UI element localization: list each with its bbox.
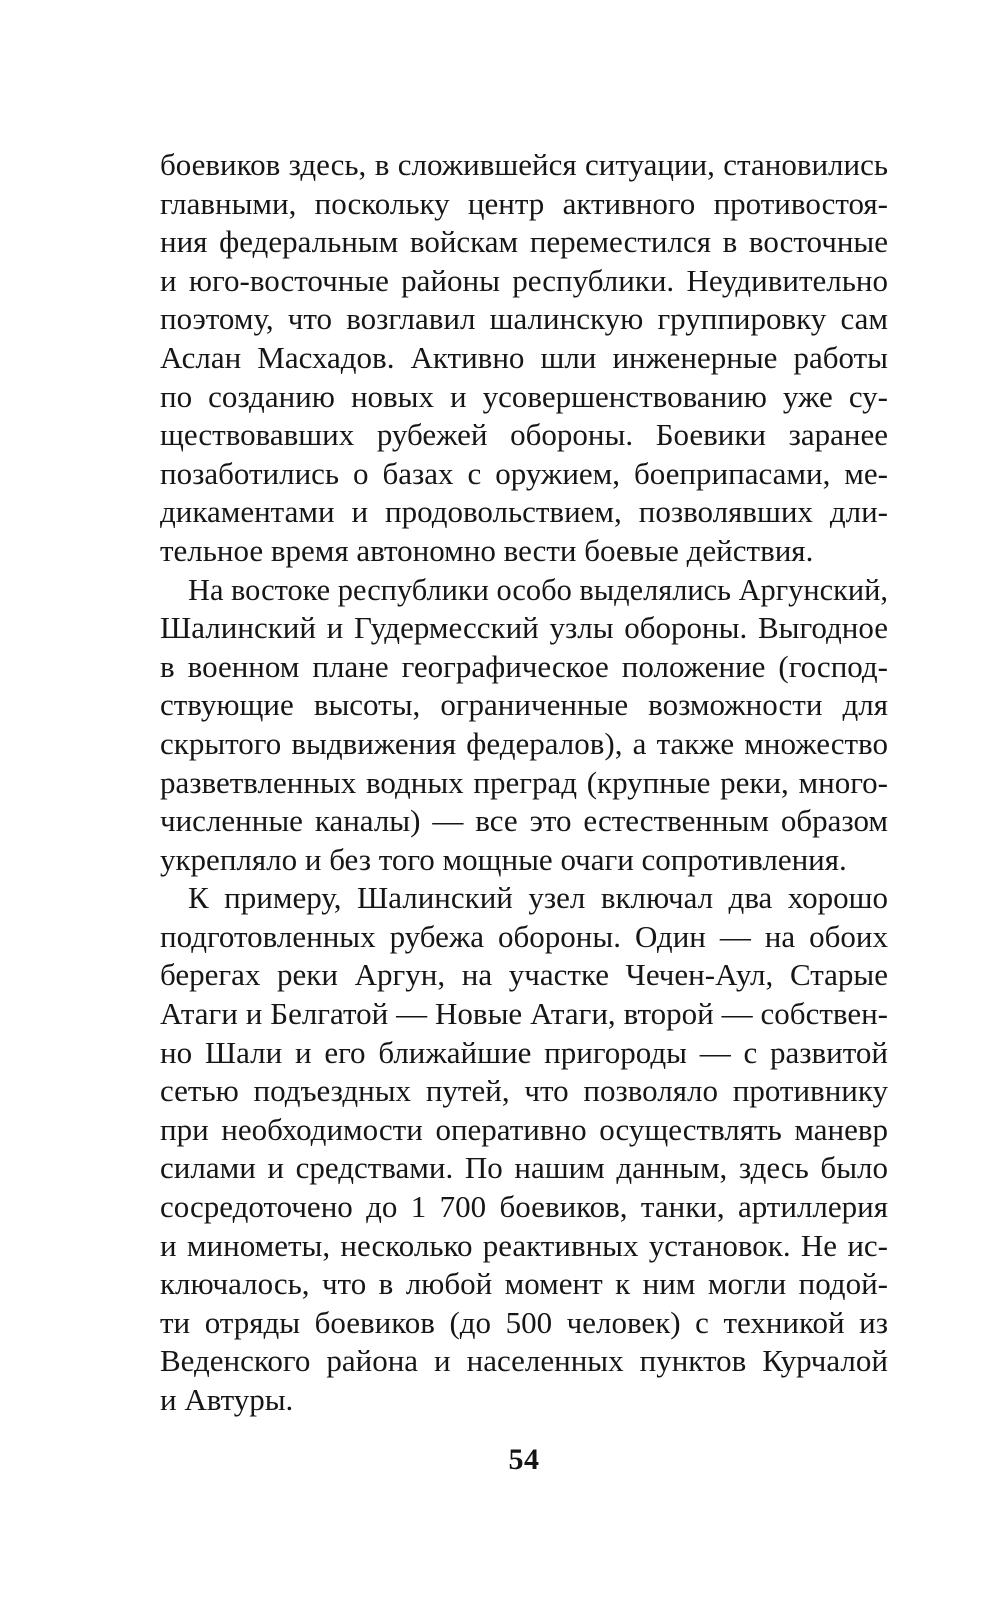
text-line: численные каналы) — все это естественным образом [160,803,888,839]
text-line: Шалинский и Гудермесский узлы обороны. Выгодное [160,610,888,646]
text-line: ния федеральным войскам переместился в восточные [160,224,888,260]
text-line: поэтому, что возглавил шалинскую группировку сам [160,301,888,337]
text-line: Веденского района и населенных пунктов Курчалой [160,1343,888,1379]
text-line: На востоке республики особо выделялись Аргунский, [188,571,888,607]
text-line: главными, поскольку центр активного противостоя- [160,185,888,221]
text-line: и Автуры. [160,1382,294,1417]
text-line: ствующие высоты, ограниченные возможности для [160,687,888,723]
text-line: сосредоточено до 1 700 боевиков, танки, артиллерия [160,1189,888,1225]
text-line: подготовленных рубежа обороны. Один — на обоих [160,918,888,954]
text-line: берегах реки Аргун, на участке Чечен-Аул, Старые [160,957,888,993]
text-line: К примеру, Шалинский узел включал два хорошо [188,880,888,916]
text-line: боевиков здесь, в сложившейся ситуации, становились [160,147,888,182]
text-line: укрепляло и без того мощные очаги сопротивления. [160,841,847,877]
text-line: и минометы, несколько реактивных установок. Не ис- [160,1227,888,1263]
text-line: ключалось, что в любой момент к ним могли подой- [160,1266,888,1302]
text-line: дикаментами и продовольствием, позволявших дли- [160,494,888,530]
text-line: Атаги и Белгатой — Новые Атаги, второй — собствен- [160,996,888,1032]
text-line: скрытого выдвижения федералов), а также множество [160,725,888,761]
text-line: ти отряды боевиков (до 500 человек) с техникой из [160,1304,888,1340]
text-line: разветвленных водных преград (крупные реки, много- [160,764,888,800]
text-line: Аслан Масхадов. Активно шли инженерные работы [160,339,888,375]
text-line: тельное время автономно вести боевые действия. [160,532,814,568]
text-block [160,146,888,1420]
text-line: но Шали и его ближайшие пригороды — с развитой [160,1034,888,1070]
text-line: и юго-восточные районы республики. Неудивительно [160,262,888,298]
text-line: по созданию новых и усовершенствованию уже су- [160,378,888,414]
text-line: при необходимости оперативно осуществлять маневр [160,1111,888,1147]
page-number: 54 [508,1443,540,1476]
text-line: сетью подъездных путей, что позволяло противнику [160,1073,888,1109]
text-line: ществовавших рубежей обороны. Боевики заранее [160,417,888,453]
text-line: в военном плане географическое положение (господ- [160,648,888,684]
text-line: позаботились о базах с оружием, боеприпасами, ме- [160,455,888,491]
text-line: силами и средствами. По нашим данным, здесь было [160,1150,888,1186]
